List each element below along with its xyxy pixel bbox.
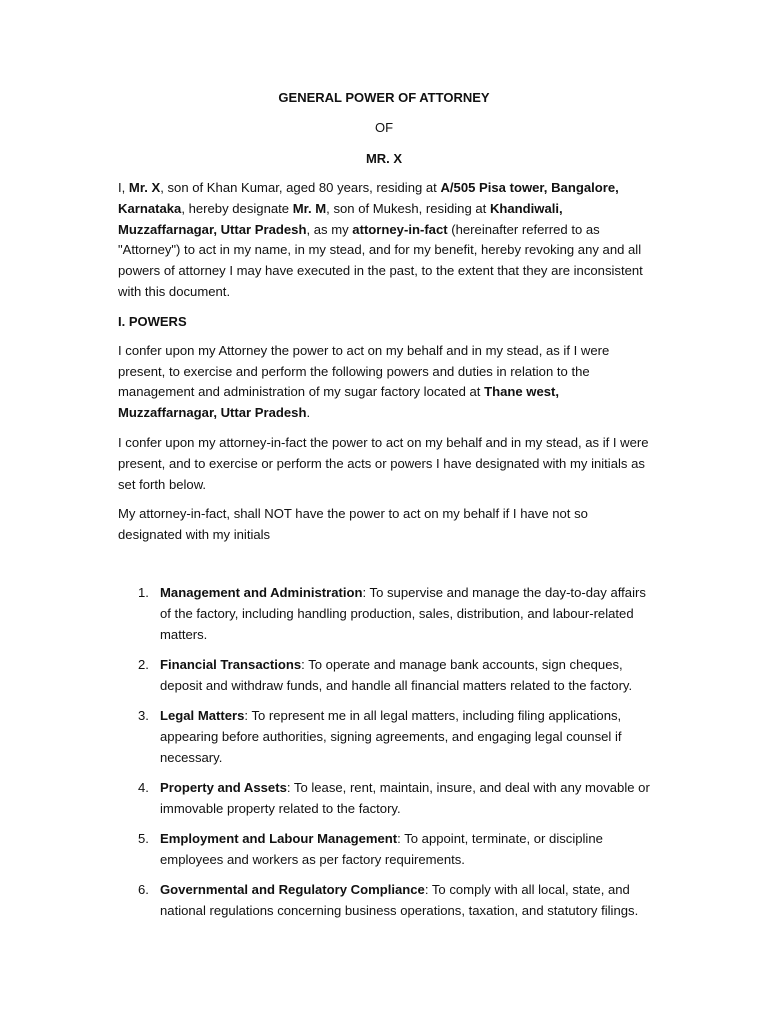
list-item-text: : To operate and manage bank accounts, sign cheques, deposit and withdraw funds, and handle all financial matters related to the factory.	[160, 656, 633, 693]
intro-text-5: , as my	[306, 221, 353, 237]
powers-paragraph-2: I confer upon my attorney-in-fact the power to act on my behalf and in my stead, as if I were present, and to exercise or perform the acts or powers I have designated with my initials as set forth below.	[118, 434, 649, 492]
document-title: GENERAL POWER OF ATTORNEY	[278, 90, 490, 105]
intro-attorney: Mr. M	[292, 200, 327, 216]
powers-p1-end: .	[306, 405, 311, 421]
list-item-text: : To supervise and manage the day-to-day affairs of the factory, including handling production, sales, distribution, and labour-related matters.	[160, 584, 646, 642]
section-heading-powers: I. POWERS	[118, 313, 187, 329]
intro-text-4: , son of Mukesh, residing at	[326, 200, 490, 216]
list-item-number: 4.	[138, 779, 149, 795]
list-item-number: 6.	[138, 882, 149, 898]
list-item-number: 5.	[138, 830, 149, 846]
intro-text-3: , hereby designate	[181, 200, 293, 216]
intro-principal: Mr. X	[128, 180, 161, 195]
list-item-text: : To comply with all local, state, and national regulations concerning business operations, taxation, and statutory filings.	[160, 882, 639, 918]
list-item	[118, 706, 650, 768]
list-item-title: Property and Assets	[160, 779, 287, 795]
principal-name: MR. X	[365, 151, 403, 166]
list-item-title: Legal Matters	[160, 707, 245, 723]
powers-list	[118, 583, 650, 922]
powers-p1-text: I confer upon my Attorney the power to act on my behalf and in my stead, as if I were present, to exercise and perform the following powers and duties in relation to the management and administration of my sugar factory located at	[118, 342, 610, 400]
list-item-title: Financial Transactions	[160, 656, 302, 672]
list-item-text: : To represent me in all legal matters, including filing applications, appearing before authorities, signing agreements, and engaging legal counsel if necessary.	[160, 707, 622, 765]
list-item	[118, 655, 650, 697]
factory-location: Thane west, Muzzaffarnagar, Uttar Pradesh	[118, 384, 560, 421]
title-of: OF	[374, 120, 394, 135]
list-item	[118, 880, 650, 922]
intro-paragraph	[118, 178, 650, 303]
list-item-text: : To lease, rent, maintain, insure, and deal with any movable or immovable property related to the factory.	[160, 779, 650, 816]
intro-text-2: , son of Khan Kumar, aged 80 years, residing at	[160, 180, 441, 195]
powers-paragraph-1	[118, 341, 650, 424]
list-item	[118, 829, 650, 871]
intro-text-6: (hereinafter referred to as "Attorney") to act in my name, in my stead, and for my benefit, hereby revoking any and all powers of attorney I may have executed in the past, to the extent that they are inconsistent with this document.	[118, 221, 643, 299]
list-item-title: Employment and Labour Management	[160, 830, 398, 846]
list-item-title: Management and Administration	[160, 584, 363, 600]
list-item	[118, 583, 650, 645]
list-item-number: 2.	[138, 656, 149, 672]
intro-principal-address: A/505 Pisa tower, Bangalore, Karnataka	[118, 180, 619, 216]
list-item-number: 1.	[138, 584, 149, 600]
list-item-text: : To appoint, terminate, or discipline employees and workers as per factory requirements.	[160, 830, 603, 867]
powers-paragraph-3: My attorney-in-fact, shall NOT have the power to act on my behalf if I have not so designated with my initials	[118, 506, 588, 543]
intro-text-1: I,	[118, 180, 129, 195]
list-item	[118, 778, 650, 820]
list-item-number: 3.	[138, 707, 149, 723]
intro-attorney-address: Khandiwali, Muzzaffarnagar, Uttar Pradesh	[118, 200, 563, 237]
intro-attorney-role: attorney-in-fact	[352, 221, 448, 237]
list-item-title: Governmental and Regulatory Compliance	[160, 882, 425, 898]
